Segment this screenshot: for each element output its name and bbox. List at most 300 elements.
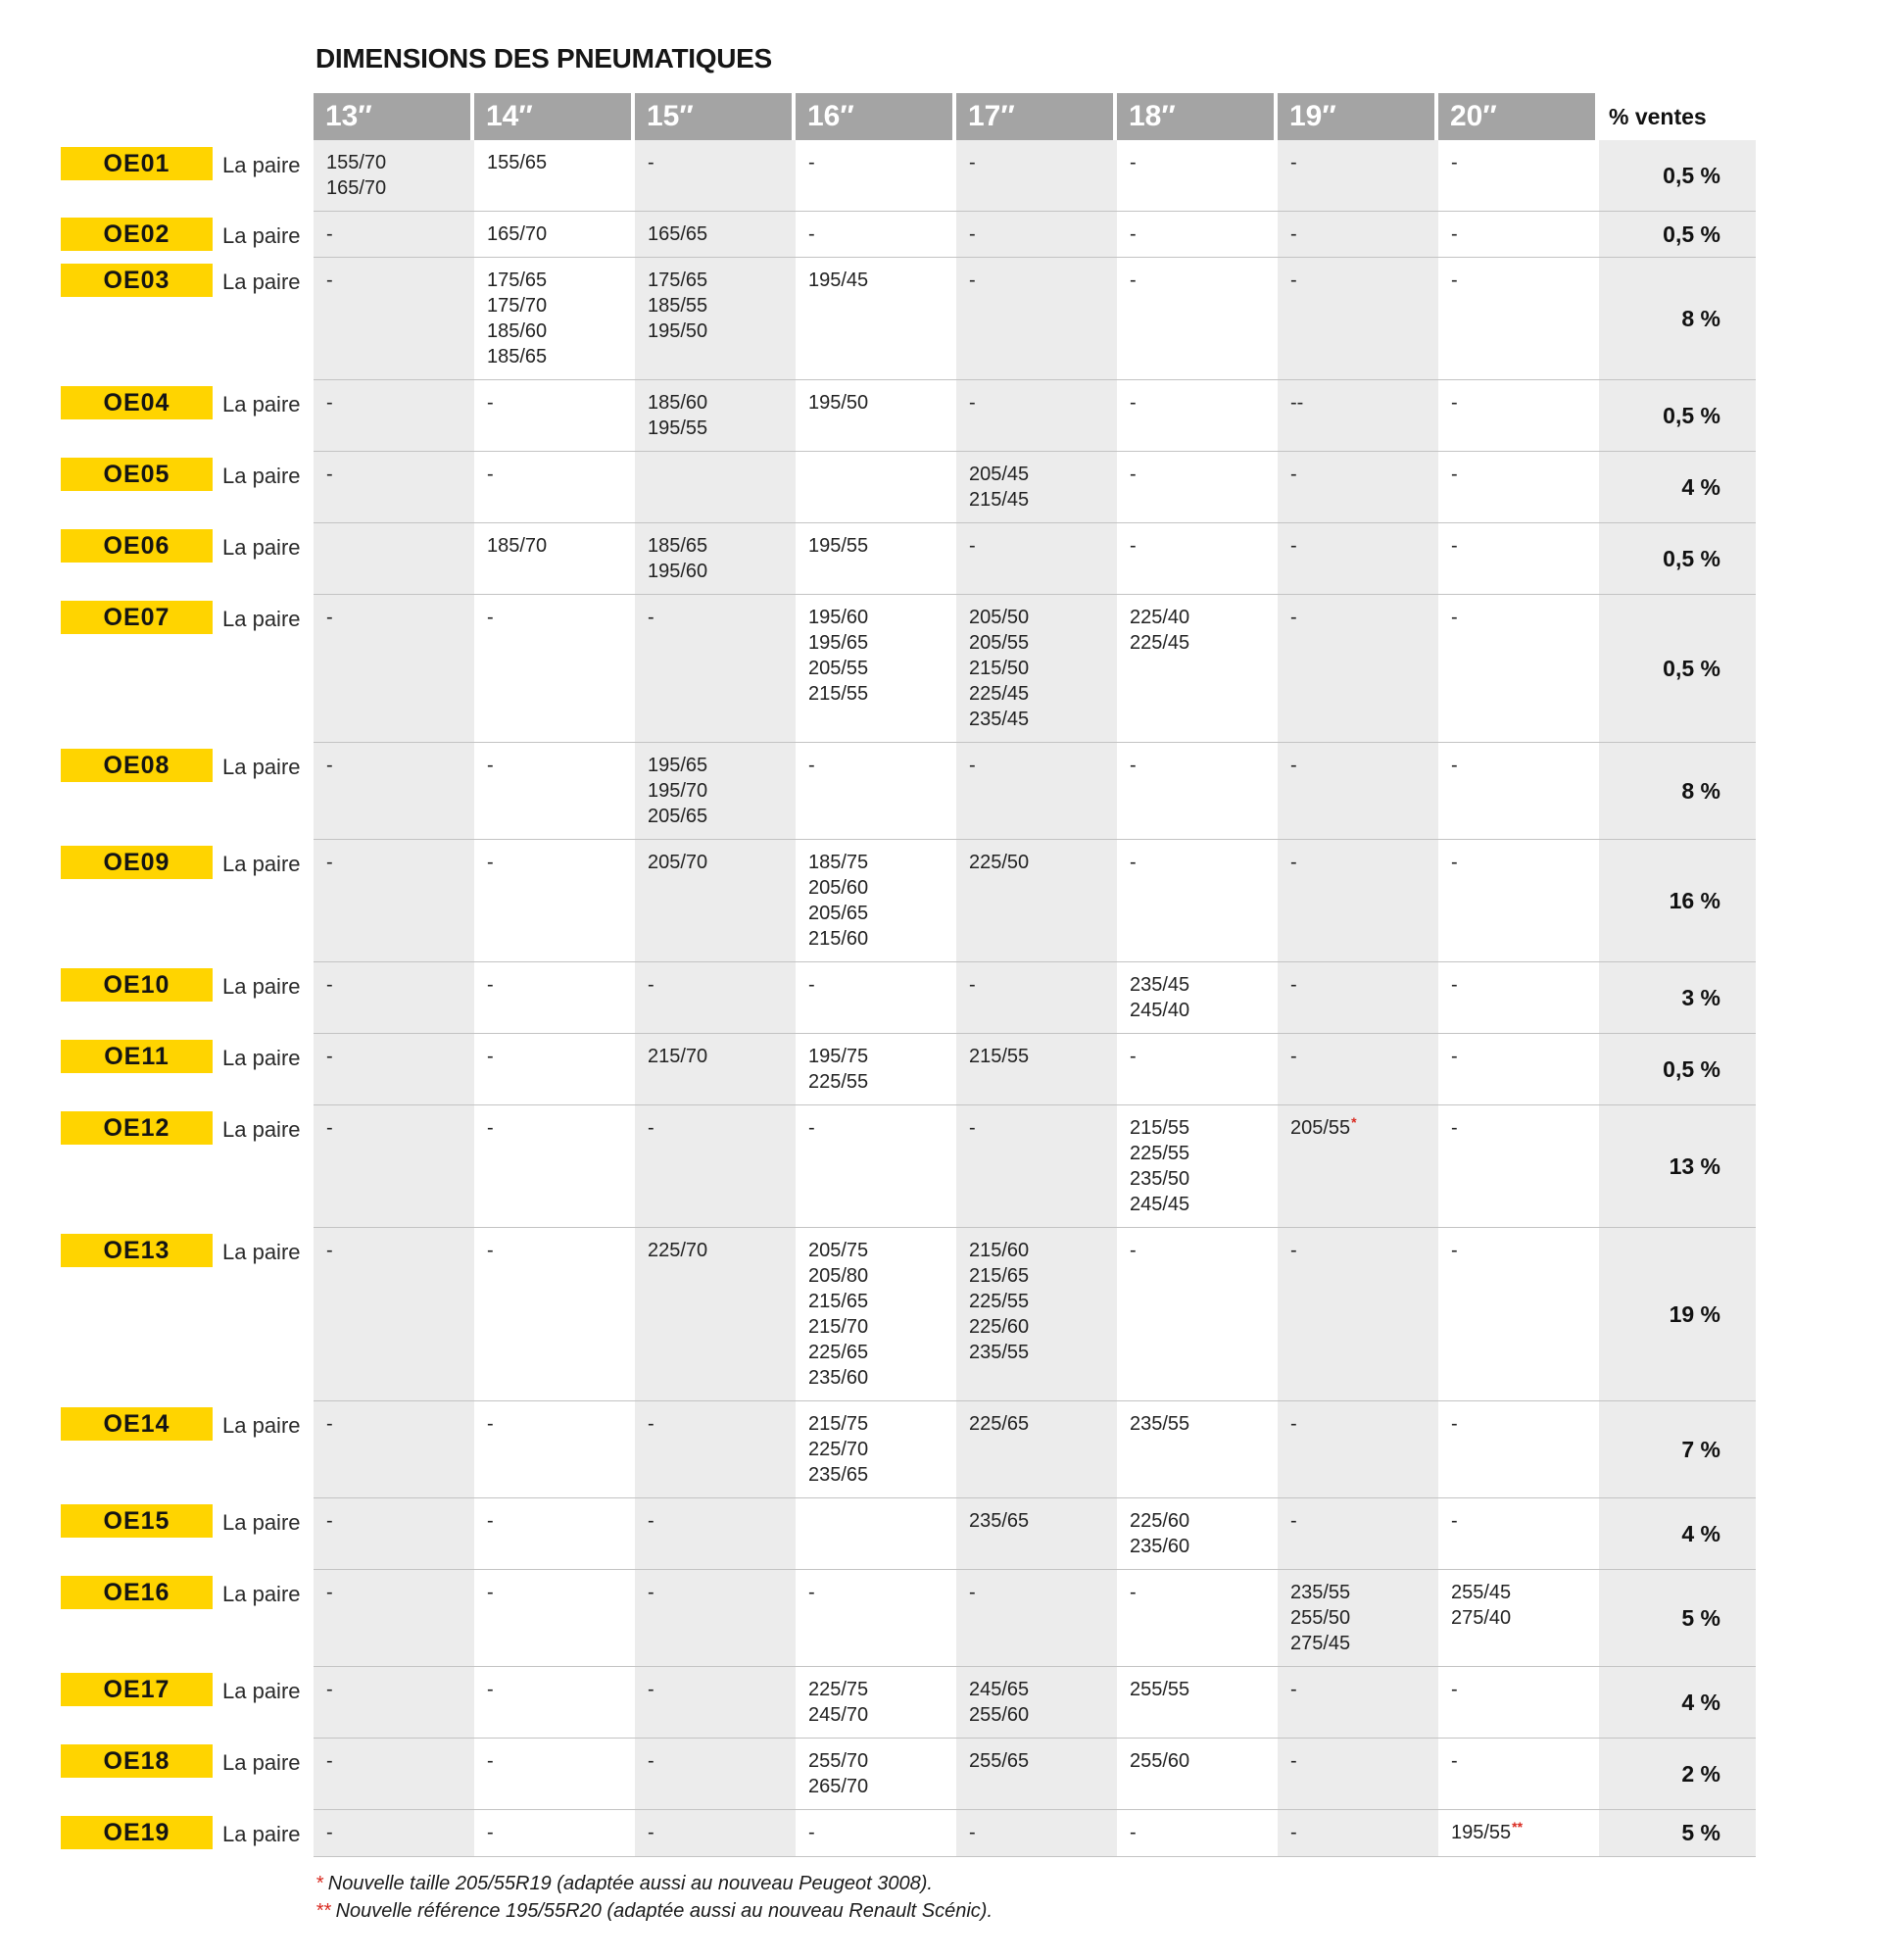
tire-size: - bbox=[487, 392, 494, 414]
size-cell bbox=[1438, 742, 1599, 839]
sales-percent-cell: 3 % bbox=[1599, 961, 1756, 1033]
size-cell bbox=[956, 211, 1117, 257]
size-cell bbox=[1117, 961, 1278, 1033]
oe-code-badge: OE11 bbox=[61, 1040, 213, 1073]
size-cell bbox=[635, 594, 796, 742]
pair-label: La paire bbox=[222, 607, 301, 631]
table-row bbox=[61, 379, 1756, 451]
size-cell bbox=[314, 1497, 474, 1569]
tire-size: 215/65 bbox=[969, 1265, 1030, 1287]
tire-size: - bbox=[648, 1413, 654, 1435]
size-cell bbox=[956, 594, 1117, 742]
size-cell bbox=[314, 451, 474, 522]
tire-size: 275/40 bbox=[1451, 1607, 1512, 1629]
tire-size: - bbox=[648, 1822, 654, 1843]
size-cell bbox=[474, 1809, 635, 1857]
tire-size: 205/55* bbox=[1290, 1114, 1357, 1139]
size-cell bbox=[1438, 839, 1599, 961]
table-header-row bbox=[61, 93, 1756, 140]
size-cell bbox=[1117, 257, 1278, 379]
tire-size: - bbox=[326, 1510, 333, 1532]
size-cell bbox=[635, 1227, 796, 1400]
tire-size: 195/55 bbox=[648, 417, 708, 439]
size-cell bbox=[796, 379, 956, 451]
sales-percent-cell: 8 % bbox=[1599, 257, 1756, 379]
size-cell bbox=[635, 1497, 796, 1569]
oe-code-badge: OE12 bbox=[61, 1111, 213, 1145]
tire-size: 235/55 bbox=[1130, 1413, 1190, 1435]
size-cell bbox=[1278, 1569, 1438, 1666]
sales-percent-cell: 0,5 % bbox=[1599, 1033, 1756, 1104]
tire-size: - bbox=[1451, 1240, 1458, 1261]
tire-size: 175/65 bbox=[487, 270, 548, 291]
tire-size: 235/55 bbox=[969, 1342, 1030, 1363]
oe-code-badge: OE03 bbox=[61, 264, 213, 297]
size-cell bbox=[635, 1809, 796, 1857]
tire-size: - bbox=[1451, 1046, 1458, 1067]
tire-size: 205/75 bbox=[808, 1240, 869, 1261]
size-cell bbox=[474, 140, 635, 211]
tire-size: - bbox=[648, 1117, 654, 1139]
size-cell bbox=[1117, 1738, 1278, 1809]
size-cell bbox=[1438, 522, 1599, 594]
size-cell bbox=[635, 1738, 796, 1809]
header-spacer-badge bbox=[61, 93, 213, 140]
tire-size: - bbox=[648, 1679, 654, 1700]
tire-size: - bbox=[1451, 152, 1458, 173]
badge-cell bbox=[61, 1104, 213, 1227]
tire-size: - bbox=[969, 974, 976, 996]
size-cell bbox=[956, 1400, 1117, 1497]
size-cell bbox=[1117, 1400, 1278, 1497]
tire-size: - bbox=[326, 1117, 333, 1139]
pair-label: La paire bbox=[222, 1117, 301, 1142]
tire-size: - bbox=[969, 392, 976, 414]
tire-size: - bbox=[808, 223, 815, 245]
size-cell bbox=[796, 1104, 956, 1227]
footnote-marker: ** bbox=[1512, 1819, 1524, 1835]
size-cell bbox=[956, 522, 1117, 594]
size-cell bbox=[796, 1809, 956, 1857]
badge-cell bbox=[61, 1400, 213, 1497]
tire-size: - bbox=[648, 152, 654, 173]
size-cell bbox=[635, 1033, 796, 1104]
tire-size: 205/80 bbox=[808, 1265, 869, 1287]
tire-size: 195/65 bbox=[648, 755, 708, 776]
size-cell bbox=[474, 594, 635, 742]
sales-percent-cell: 0,5 % bbox=[1599, 211, 1756, 257]
tire-size: - bbox=[969, 1582, 976, 1603]
size-cell bbox=[796, 1033, 956, 1104]
tire-size: 205/50 bbox=[969, 607, 1030, 628]
sales-percent-cell: 4 % bbox=[1599, 1497, 1756, 1569]
header-spacer-pair bbox=[213, 93, 314, 140]
tire-size: 265/70 bbox=[808, 1776, 869, 1797]
size-column-header-20: 20″ bbox=[1438, 93, 1599, 140]
size-column-header-16: 16″ bbox=[796, 93, 956, 140]
size-cell bbox=[796, 522, 956, 594]
badge-cell bbox=[61, 257, 213, 379]
tire-size: 195/50 bbox=[808, 392, 869, 414]
tire-size: 215/60 bbox=[969, 1240, 1030, 1261]
size-cell bbox=[956, 1104, 1117, 1227]
table-row bbox=[61, 257, 1756, 379]
table-row bbox=[61, 522, 1756, 594]
size-cell bbox=[1438, 594, 1599, 742]
tire-size: 165/70 bbox=[487, 223, 548, 245]
tire-dimensions-table bbox=[61, 93, 1756, 1857]
tire-size: - bbox=[1451, 270, 1458, 291]
table-row bbox=[61, 1666, 1756, 1738]
size-cell bbox=[474, 1400, 635, 1497]
tire-size: 205/65 bbox=[648, 806, 708, 827]
tire-size: 245/40 bbox=[1130, 1000, 1190, 1021]
size-cell bbox=[635, 211, 796, 257]
size-cell bbox=[314, 1809, 474, 1857]
oe-code-badge: OE19 bbox=[61, 1816, 213, 1849]
table-row bbox=[61, 1400, 1756, 1497]
size-cell bbox=[1117, 742, 1278, 839]
size-column-header-19: 19″ bbox=[1278, 93, 1438, 140]
tire-size: 185/75 bbox=[808, 852, 869, 873]
tire-size: - bbox=[1290, 464, 1297, 485]
size-cell bbox=[474, 1738, 635, 1809]
tire-size: - bbox=[1451, 535, 1458, 557]
tire-size: - bbox=[326, 607, 333, 628]
tire-size: - bbox=[487, 607, 494, 628]
tire-size: 205/55 bbox=[808, 658, 869, 679]
tire-size: - bbox=[808, 1117, 815, 1139]
size-cell bbox=[635, 1400, 796, 1497]
size-cell bbox=[1438, 1033, 1599, 1104]
tire-size: - bbox=[1130, 392, 1137, 414]
badge-cell bbox=[61, 379, 213, 451]
tire-size: - bbox=[1130, 1046, 1137, 1067]
size-cell bbox=[796, 594, 956, 742]
size-cell bbox=[314, 1227, 474, 1400]
size-cell bbox=[1117, 1104, 1278, 1227]
tire-size: 225/60 bbox=[969, 1316, 1030, 1338]
sales-column-header: % ventes bbox=[1609, 103, 1707, 129]
tire-size: 255/60 bbox=[969, 1704, 1030, 1726]
tire-size: 235/60 bbox=[808, 1367, 869, 1389]
tire-size: -- bbox=[1290, 392, 1304, 414]
size-cell bbox=[956, 1738, 1117, 1809]
size-column-header-13: 13″ bbox=[314, 93, 474, 140]
badge-cell bbox=[61, 211, 213, 257]
size-cell bbox=[1278, 257, 1438, 379]
size-cell bbox=[1278, 742, 1438, 839]
badge-cell bbox=[61, 1497, 213, 1569]
size-cell bbox=[1117, 140, 1278, 211]
tire-size: - bbox=[1451, 974, 1458, 996]
tire-size: - bbox=[1290, 974, 1297, 996]
tire-size: - bbox=[648, 974, 654, 996]
sales-percent-cell: 4 % bbox=[1599, 1666, 1756, 1738]
size-cell bbox=[314, 379, 474, 451]
size-cell bbox=[956, 257, 1117, 379]
tire-size: 275/45 bbox=[1290, 1633, 1351, 1654]
size-cell bbox=[1278, 1497, 1438, 1569]
tire-size: - bbox=[648, 1510, 654, 1532]
size-cell bbox=[956, 1497, 1117, 1569]
tire-size: - bbox=[326, 974, 333, 996]
tire-size: 195/55** bbox=[1451, 1819, 1524, 1843]
tire-size: 245/70 bbox=[808, 1704, 869, 1726]
oe-code-badge: OE04 bbox=[61, 386, 213, 419]
tire-size: - bbox=[1130, 755, 1137, 776]
size-cell bbox=[1438, 1809, 1599, 1857]
size-cell bbox=[796, 961, 956, 1033]
sales-percent-cell: 13 % bbox=[1599, 1104, 1756, 1227]
tire-size: - bbox=[487, 1117, 494, 1139]
tire-size: 245/45 bbox=[1130, 1194, 1190, 1215]
size-cell bbox=[796, 257, 956, 379]
table-row bbox=[61, 1227, 1756, 1400]
oe-code-badge: OE07 bbox=[61, 601, 213, 634]
tire-size: - bbox=[1290, 1510, 1297, 1532]
size-cell bbox=[796, 211, 956, 257]
tire-size: - bbox=[808, 152, 815, 173]
tire-size: - bbox=[326, 1046, 333, 1067]
footnotes bbox=[315, 1870, 993, 1925]
tire-size: - bbox=[1130, 1240, 1137, 1261]
size-cell bbox=[474, 211, 635, 257]
pair-label: La paire bbox=[222, 852, 301, 876]
tire-size: 195/65 bbox=[808, 632, 869, 654]
tire-size: - bbox=[1290, 852, 1297, 873]
size-cell bbox=[1278, 451, 1438, 522]
size-cell bbox=[956, 1033, 1117, 1104]
tire-size: - bbox=[326, 1679, 333, 1700]
oe-code-badge: OE15 bbox=[61, 1504, 213, 1538]
tire-size: - bbox=[969, 535, 976, 557]
oe-code-badge: OE09 bbox=[61, 846, 213, 879]
size-cell bbox=[796, 1666, 956, 1738]
tire-size: 235/55 bbox=[1290, 1582, 1351, 1603]
tire-size: - bbox=[1451, 464, 1458, 485]
table-row bbox=[61, 742, 1756, 839]
tire-size: - bbox=[1451, 392, 1458, 414]
tire-size: - bbox=[1130, 270, 1137, 291]
tire-size: - bbox=[326, 1750, 333, 1772]
table-row bbox=[61, 1569, 1756, 1666]
sales-percent-cell: 16 % bbox=[1599, 839, 1756, 961]
size-cell bbox=[314, 211, 474, 257]
tire-size: - bbox=[326, 1582, 333, 1603]
size-cell bbox=[314, 140, 474, 211]
size-cell bbox=[796, 451, 956, 522]
tire-size: 225/45 bbox=[1130, 632, 1190, 654]
size-cell bbox=[474, 1104, 635, 1227]
tire-size: - bbox=[648, 1582, 654, 1603]
tire-size: 235/65 bbox=[808, 1464, 869, 1486]
pair-label: La paire bbox=[222, 1679, 301, 1703]
tire-size: - bbox=[648, 607, 654, 628]
sales-percent-cell: 2 % bbox=[1599, 1738, 1756, 1809]
tire-size: 235/45 bbox=[1130, 974, 1190, 996]
size-cell bbox=[635, 1569, 796, 1666]
badge-cell bbox=[61, 451, 213, 522]
size-cell bbox=[1438, 1400, 1599, 1497]
pair-label: La paire bbox=[222, 755, 301, 779]
size-cell bbox=[1117, 379, 1278, 451]
sales-percent-cell: 0,5 % bbox=[1599, 140, 1756, 211]
tire-size: - bbox=[1290, 1240, 1297, 1261]
tire-size: 195/45 bbox=[808, 270, 869, 291]
table-row bbox=[61, 1738, 1756, 1809]
tire-size: - bbox=[1130, 852, 1137, 873]
tire-size: 235/60 bbox=[1130, 1536, 1190, 1557]
size-cell bbox=[314, 1104, 474, 1227]
tire-size: 175/70 bbox=[487, 295, 548, 317]
tire-size: - bbox=[326, 1413, 333, 1435]
oe-code-badge: OE18 bbox=[61, 1744, 213, 1778]
size-cell bbox=[1438, 379, 1599, 451]
table-row bbox=[61, 1104, 1756, 1227]
tire-size: 235/50 bbox=[1130, 1168, 1190, 1190]
tire-size: 185/70 bbox=[487, 535, 548, 557]
tire-size: - bbox=[487, 1750, 494, 1772]
tire-size: 155/70 bbox=[326, 152, 387, 173]
table-row bbox=[61, 594, 1756, 742]
size-cell bbox=[635, 1104, 796, 1227]
size-cell bbox=[474, 1227, 635, 1400]
tire-size: 165/65 bbox=[648, 223, 708, 245]
tire-size: 215/70 bbox=[648, 1046, 708, 1067]
pair-label: La paire bbox=[222, 1510, 301, 1535]
size-cell bbox=[796, 1569, 956, 1666]
size-cell bbox=[1278, 1227, 1438, 1400]
size-cell bbox=[1117, 1666, 1278, 1738]
size-cell bbox=[1117, 1569, 1278, 1666]
size-cell bbox=[1278, 522, 1438, 594]
sales-percent-cell: 0,5 % bbox=[1599, 522, 1756, 594]
tire-size: - bbox=[969, 755, 976, 776]
badge-cell bbox=[61, 1809, 213, 1857]
size-cell bbox=[796, 1400, 956, 1497]
tire-size: - bbox=[487, 852, 494, 873]
tire-size: - bbox=[1451, 607, 1458, 628]
size-cell bbox=[796, 839, 956, 961]
table-row bbox=[61, 961, 1756, 1033]
size-cell bbox=[796, 1738, 956, 1809]
size-cell bbox=[1117, 211, 1278, 257]
pair-label: La paire bbox=[222, 392, 301, 416]
pair-label: La paire bbox=[222, 464, 301, 488]
badge-cell bbox=[61, 1738, 213, 1809]
size-cell bbox=[796, 1227, 956, 1400]
tire-size: 205/55 bbox=[969, 632, 1030, 654]
oe-code-badge: OE13 bbox=[61, 1234, 213, 1267]
tire-size: 255/55 bbox=[1130, 1679, 1190, 1700]
badge-cell bbox=[61, 742, 213, 839]
tire-size: - bbox=[969, 270, 976, 291]
sales-percent-cell: 0,5 % bbox=[1599, 379, 1756, 451]
oe-code-badge: OE05 bbox=[61, 458, 213, 491]
tire-size: 165/70 bbox=[326, 177, 387, 199]
oe-code-badge: OE17 bbox=[61, 1673, 213, 1706]
table-row bbox=[61, 211, 1756, 257]
size-cell bbox=[314, 1400, 474, 1497]
tire-size: - bbox=[1451, 1413, 1458, 1435]
tire-size: - bbox=[808, 1822, 815, 1843]
tire-size: 245/65 bbox=[969, 1679, 1030, 1700]
pair-label: La paire bbox=[222, 1413, 301, 1438]
tire-size: - bbox=[1130, 535, 1137, 557]
size-cell bbox=[635, 451, 796, 522]
tire-size: 195/75 bbox=[808, 1046, 869, 1067]
tire-size: - bbox=[326, 1240, 333, 1261]
size-cell bbox=[956, 742, 1117, 839]
tire-size: - bbox=[487, 974, 494, 996]
sales-percent-cell: 7 % bbox=[1599, 1400, 1756, 1497]
tire-size: 205/45 bbox=[969, 464, 1030, 485]
tire-size: 255/45 bbox=[1451, 1582, 1512, 1603]
tire-size: 185/65 bbox=[648, 535, 708, 557]
size-cell bbox=[314, 1033, 474, 1104]
oe-code-badge: OE14 bbox=[61, 1407, 213, 1441]
oe-code-badge: OE10 bbox=[61, 968, 213, 1002]
badge-cell bbox=[61, 1227, 213, 1400]
tire-size: 225/50 bbox=[969, 852, 1030, 873]
size-cell bbox=[1438, 140, 1599, 211]
size-cell bbox=[1117, 594, 1278, 742]
tire-size: - bbox=[326, 464, 333, 485]
tire-size: - bbox=[487, 1413, 494, 1435]
size-cell bbox=[1438, 1666, 1599, 1738]
size-cell bbox=[1438, 1497, 1599, 1569]
tire-size: - bbox=[487, 1822, 494, 1843]
size-column-header-15: 15″ bbox=[635, 93, 796, 140]
tire-size: - bbox=[1290, 607, 1297, 628]
tire-size: - bbox=[1130, 464, 1137, 485]
size-cell bbox=[635, 522, 796, 594]
badge-cell bbox=[61, 1569, 213, 1666]
badge-cell bbox=[61, 140, 213, 211]
size-cell bbox=[635, 961, 796, 1033]
size-cell bbox=[956, 961, 1117, 1033]
tire-size: 215/70 bbox=[808, 1316, 869, 1338]
tire-size: - bbox=[1290, 1750, 1297, 1772]
size-cell bbox=[1278, 140, 1438, 211]
size-cell bbox=[1117, 1227, 1278, 1400]
size-cell bbox=[1438, 1227, 1599, 1400]
tire-size: - bbox=[1290, 755, 1297, 776]
tire-size: 235/45 bbox=[969, 709, 1030, 730]
pair-label: La paire bbox=[222, 270, 301, 294]
tire-size: 195/55 bbox=[808, 535, 869, 557]
tire-size: 215/60 bbox=[808, 928, 869, 950]
table-row bbox=[61, 1809, 1756, 1857]
size-cell bbox=[314, 522, 474, 594]
size-cell bbox=[1438, 961, 1599, 1033]
tire-size: 195/50 bbox=[648, 320, 708, 342]
oe-code-badge: OE16 bbox=[61, 1576, 213, 1609]
size-column-header-17: 17″ bbox=[956, 93, 1117, 140]
tire-size: - bbox=[1130, 223, 1137, 245]
tire-size: - bbox=[487, 464, 494, 485]
table-row bbox=[61, 140, 1756, 211]
tire-size: 215/55 bbox=[1130, 1117, 1190, 1139]
size-cell bbox=[1278, 211, 1438, 257]
size-cell bbox=[474, 257, 635, 379]
pair-label: La paire bbox=[222, 153, 301, 177]
table-row bbox=[61, 1497, 1756, 1569]
footnote-marker: * bbox=[315, 1873, 323, 1894]
size-cell bbox=[796, 1497, 956, 1569]
table-row bbox=[61, 451, 1756, 522]
